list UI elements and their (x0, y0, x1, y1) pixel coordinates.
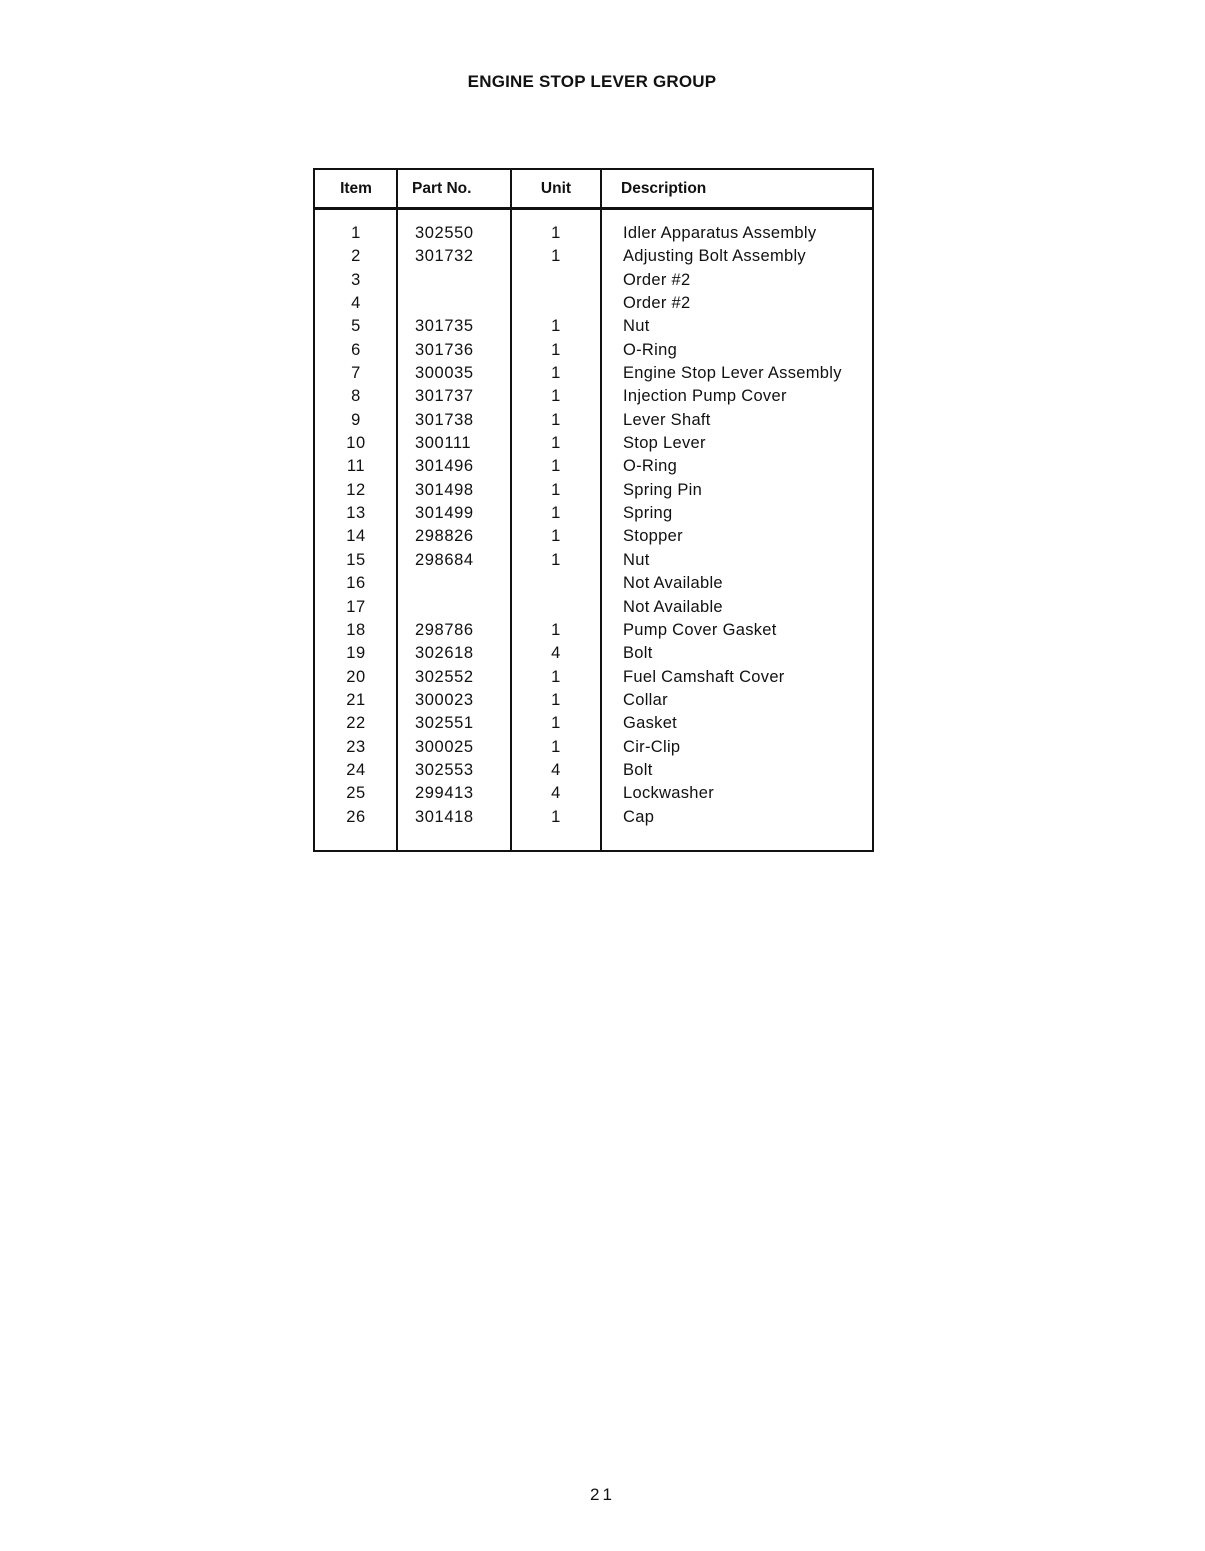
description-cell: O-Ring (623, 340, 678, 359)
description-cell: Spring (623, 504, 673, 523)
unit-cell: 1 (551, 620, 561, 639)
part-no-cell: 298826 (415, 527, 474, 546)
table-row (315, 222, 872, 245)
table-row (315, 502, 872, 525)
description-cell: Pump Cover Gasket (623, 620, 777, 639)
item-cell: 6 (351, 340, 361, 359)
unit-cell: 1 (551, 504, 561, 523)
unit-cell: 1 (551, 410, 561, 429)
table-row (315, 292, 872, 315)
unit-cell: 1 (551, 480, 561, 499)
unit-cell: 1 (551, 224, 561, 242)
description-cell: Order #2 (623, 294, 691, 313)
description-cell: Nut (623, 550, 650, 569)
item-cell: 15 (346, 550, 366, 569)
description-cell: Order #2 (623, 270, 691, 289)
part-no-cell: 300025 (415, 737, 474, 756)
table-row (315, 315, 872, 338)
description-cell: O-Ring (623, 457, 678, 476)
table-row (315, 689, 872, 712)
item-cell: 16 (346, 574, 366, 593)
unit-cell: 1 (551, 737, 561, 756)
item-cell: 1 (351, 224, 361, 242)
part-no-cell: 302550 (415, 224, 474, 242)
table-row (315, 245, 872, 268)
item-cell: 25 (346, 784, 366, 803)
part-no-cell: 302618 (415, 644, 474, 663)
parts-table (313, 168, 874, 852)
table-body (315, 222, 872, 829)
description-cell: Fuel Camshaft Cover (623, 667, 785, 686)
description-cell: Lever Shaft (623, 410, 711, 429)
table-row (315, 736, 872, 759)
part-no-cell: 300035 (415, 364, 474, 383)
page-title: ENGINE STOP LEVER GROUP (467, 72, 717, 91)
table-row (315, 572, 872, 595)
description-cell: Injection Pump Cover (623, 387, 787, 406)
item-cell: 12 (346, 480, 366, 499)
item-cell: 9 (351, 410, 361, 429)
header-description: Description (621, 180, 707, 197)
description-cell: Collar (623, 690, 668, 709)
unit-cell: 1 (551, 550, 561, 569)
part-no-cell: 301418 (415, 807, 474, 826)
part-no-cell: 301732 (415, 247, 474, 266)
header-item: Item (340, 180, 372, 197)
description-cell: Engine Stop Lever Assembly (623, 364, 842, 383)
item-cell: 5 (351, 317, 361, 336)
part-no-cell: 302551 (415, 714, 474, 733)
table-row (315, 432, 872, 455)
description-cell: Nut (623, 317, 650, 336)
description-cell: Stopper (623, 527, 683, 546)
unit-cell: 4 (551, 784, 561, 803)
unit-cell: 1 (551, 387, 561, 406)
unit-cell: 1 (551, 667, 561, 686)
description-cell: Not Available (623, 597, 723, 616)
part-no-cell: 300023 (415, 690, 474, 709)
table-row (315, 806, 872, 829)
table-row (315, 759, 872, 782)
table-row (315, 642, 872, 665)
part-no-cell: 301736 (415, 340, 474, 359)
description-cell: Adjusting Bolt Assembly (623, 247, 806, 266)
part-no-cell: 301499 (415, 504, 474, 523)
part-no-cell: 301737 (415, 387, 474, 406)
unit-cell: 1 (551, 527, 561, 546)
table-row (315, 455, 872, 478)
item-cell: 14 (346, 527, 366, 546)
table-row (315, 525, 872, 548)
unit-cell: 4 (551, 644, 561, 663)
item-cell: 17 (346, 597, 366, 616)
table-row (315, 362, 872, 385)
part-no-cell: 299413 (415, 784, 474, 803)
description-cell: Spring Pin (623, 480, 703, 499)
item-cell: 10 (346, 434, 366, 453)
header-part-no: Part No. (412, 180, 472, 197)
header-unit: Unit (540, 180, 572, 197)
unit-cell: 1 (551, 364, 561, 383)
unit-cell: 1 (551, 317, 561, 336)
unit-cell: 1 (551, 247, 561, 266)
part-no-cell: 302553 (415, 760, 474, 779)
description-cell: Stop Lever (623, 434, 706, 453)
unit-cell: 1 (551, 807, 561, 826)
description-cell: Idler Apparatus Assembly (623, 224, 817, 242)
page-number: 21 (590, 1485, 615, 1504)
part-no-cell: 301498 (415, 480, 474, 499)
item-cell: 11 (346, 457, 366, 476)
item-cell: 4 (351, 294, 361, 313)
unit-cell: 4 (551, 760, 561, 779)
table-row (315, 339, 872, 362)
item-cell: 7 (351, 364, 361, 383)
part-no-cell: 301496 (415, 457, 474, 476)
part-no-cell: 301735 (415, 317, 474, 336)
table-row (315, 782, 872, 805)
table-row (315, 479, 872, 502)
table-row (315, 619, 872, 642)
item-cell: 19 (346, 644, 366, 663)
part-no-cell: 300111 (415, 434, 472, 453)
item-cell: 20 (346, 667, 366, 686)
item-cell: 8 (351, 387, 361, 406)
unit-cell: 1 (551, 434, 561, 453)
description-cell: Not Available (623, 574, 723, 593)
header-divider (315, 207, 872, 210)
unit-cell: 1 (551, 340, 561, 359)
unit-cell: 1 (551, 457, 561, 476)
description-cell: Bolt (623, 644, 653, 663)
table-row (315, 596, 872, 619)
unit-cell: 1 (551, 714, 561, 733)
table-row (315, 666, 872, 689)
item-cell: 18 (346, 620, 366, 639)
table-row (315, 549, 872, 572)
part-no-cell: 298684 (415, 550, 474, 569)
item-cell: 3 (351, 270, 361, 289)
item-cell: 22 (346, 714, 366, 733)
description-cell: Gasket (623, 714, 678, 733)
description-cell: Lockwasher (623, 784, 715, 803)
item-cell: 13 (346, 504, 366, 523)
part-no-cell: 302552 (415, 667, 474, 686)
table-row (315, 269, 872, 292)
table-row (315, 385, 872, 408)
description-cell: Cir-Clip (623, 737, 681, 756)
item-cell: 21 (346, 690, 366, 709)
item-cell: 2 (351, 247, 361, 266)
part-no-cell: 301738 (415, 410, 474, 429)
table-row (315, 712, 872, 735)
item-cell: 24 (346, 760, 366, 779)
table-row (315, 409, 872, 432)
unit-cell: 1 (551, 690, 561, 709)
item-cell: 26 (346, 807, 366, 826)
description-cell: Cap (623, 807, 655, 826)
part-no-cell: 298786 (415, 620, 474, 639)
description-cell: Bolt (623, 760, 653, 779)
item-cell: 23 (346, 737, 366, 756)
